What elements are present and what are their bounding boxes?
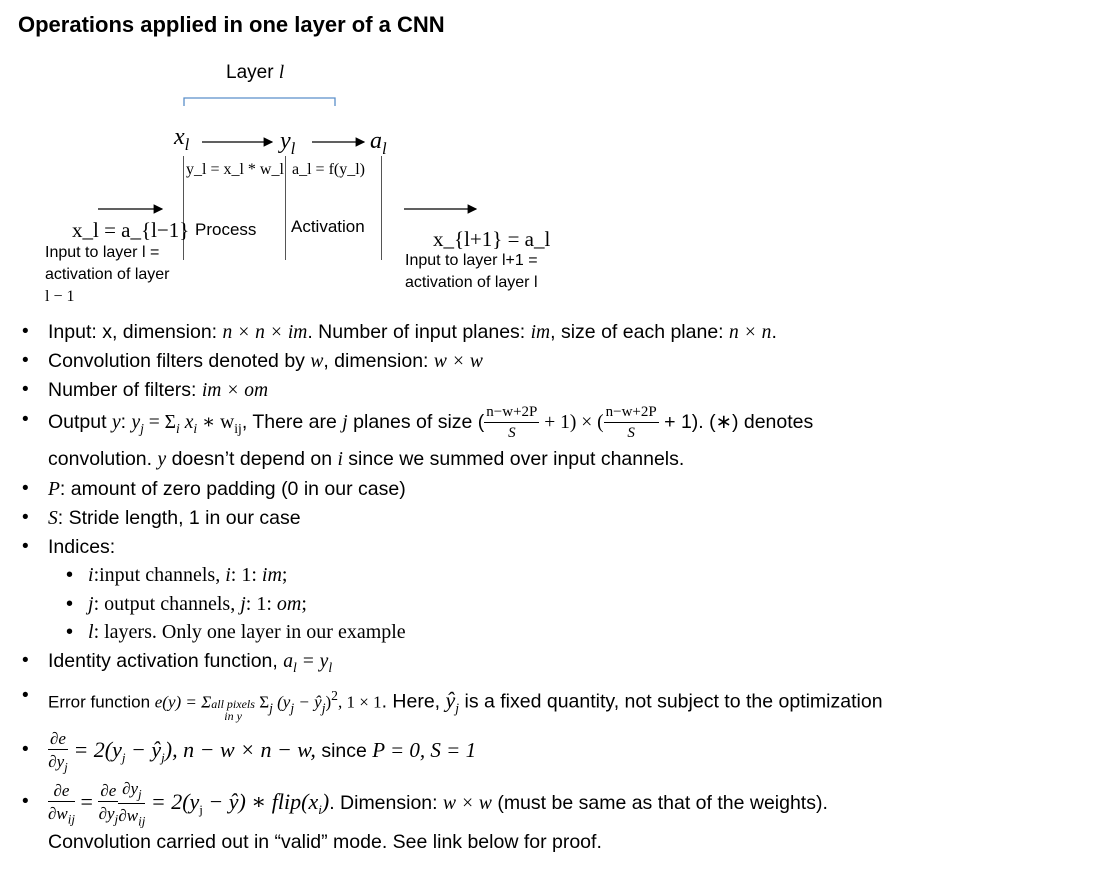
sum-subscript [211,698,255,722]
text: convolution. [48,448,158,471]
fraction [98,782,118,825]
bullet-indices [22,533,1112,647]
den-sub: j [114,811,119,827]
text: Input: x, dimension: [48,321,223,343]
fraction-denominator [48,750,68,773]
text: Identity activation function, [48,649,284,672]
math: − ŷ [125,736,162,762]
math: n × n [729,322,772,343]
text: + 1). (∗) denotes [658,411,814,434]
math: ), n − w × n − w, [164,736,322,762]
math: = 2(y [67,736,122,762]
den-sub: ij [67,811,75,827]
node-a-sub: l [382,138,387,158]
page-title: Operations applied in one layer of a CNN [18,12,445,37]
fraction [118,780,145,827]
math: = 2(y [145,788,200,814]
fraction-numerator [118,780,145,803]
text: : Stride length, 1 in our case [57,507,301,530]
math: j [240,592,246,615]
math: j [88,592,94,615]
math: ) [325,692,332,712]
math-sub: j [455,700,460,716]
text: : output channels, [93,592,241,615]
text: : amount of zero padding (0 in our case) [59,478,406,501]
bullet-input [22,318,1112,347]
text: since we summed over input channels. [342,448,685,471]
math: om [276,592,302,615]
input-equation: x_l = a_{l−1} [72,218,190,242]
math: = y [296,650,329,672]
math-sub: j [321,700,326,716]
output-desc-line2: activation of layer l [405,274,538,291]
math: y [131,412,141,434]
input-desc-line2: activation of layer [45,266,170,283]
math-sub: j [161,749,165,765]
den-var: ∂w [48,803,68,823]
text: , size of each plane: [550,321,730,343]
diagram-arrows [0,0,560,230]
math-sub: j [140,421,144,437]
math-sub: j [290,700,295,716]
separator-right [381,156,382,260]
separator-mid [285,156,286,260]
sum-sub-line1: all pixels [211,696,255,711]
math-sub: j [269,700,273,716]
fraction [48,730,68,773]
output-desc-line1: Input to layer l+1 = [405,252,538,269]
input-desc-line1: Input to layer l = [45,244,160,261]
node-x-var: x [174,124,185,150]
math: j [342,412,348,434]
math: − ŷ) ∗ flip(x [202,788,319,814]
fraction-numerator: • ∂e [50,728,66,748]
fraction-denominator [118,804,145,827]
math: y [111,412,121,434]
math-sup: 2 [331,688,338,704]
math: i [225,564,231,587]
math: im [261,564,282,587]
fraction-numerator: n−w+2P [484,405,539,423]
text: since [321,739,373,762]
math: w × w [442,792,492,814]
layer-label-var: l [278,62,285,83]
math: l [88,621,94,644]
bullet-derivative-w: • $\frac{\partial e}{\partial w_{ij}}$ = $\frac{\partial e}{\partial y_j}$ $\frac{\partial y_j}{\partial w_{ij}}$ = $2(y_j$ − ŷ) ∗ $flip(x_i)$. Dimension: w × w (must be same as that of the weights). [22,776,1112,828]
math-sub: j [121,749,126,765]
bullet-padding [22,475,1112,504]
fraction-numerator: n−w+2P [604,405,659,423]
text: . [771,321,777,343]
den-var: ∂y [48,751,65,771]
bullet-output [22,405,1112,475]
fraction [604,405,659,441]
math-sub: j [199,801,203,817]
math: ) [321,788,330,814]
num-var: ∂y [122,779,139,799]
separator-left [183,156,184,260]
fraction-denominator [98,802,118,825]
fraction-numerator: • ∂e [48,782,75,802]
node-x-sub: l [184,134,190,154]
sum-sub-line2: in y [224,708,242,723]
math: i [337,449,343,471]
math: w [310,351,324,372]
node-y-sub: l [290,138,296,158]
math: ŷ [445,687,456,713]
fraction [48,782,75,825]
activation-equation: a_l = f(y_l) [292,161,365,178]
text: : layers. Only one layer in our example [93,621,406,644]
bullet-list [22,318,1112,856]
fraction-numerator: ∂e [100,780,117,800]
math: y [157,449,167,471]
indices-list [48,561,1112,647]
den-var: ∂y [98,803,115,823]
index-i [62,561,1112,590]
math-sub: i [193,421,198,437]
math: S [48,508,58,530]
den-var: ∂w [118,805,139,825]
index-l [62,618,1112,647]
math: − ŷ [294,692,322,712]
den-sub: j [64,759,68,775]
bullet-derivative-y [22,724,1112,776]
math-sub: l [292,659,297,675]
text: . Dimension: [329,791,443,814]
text: Number of filters: [48,379,202,401]
math: im [530,322,551,343]
bullet-valid-mode [22,828,1112,856]
text: planes of size ( [347,411,485,434]
math: w × w [433,351,483,372]
text: ; [281,564,288,587]
text: . Here, [381,690,446,713]
input-description [45,242,170,308]
text: Error function [48,692,155,712]
bullet-error [22,681,1112,723]
math: e(y) = Σ [154,692,212,712]
layer-label-text: Layer [226,62,274,83]
text: : 1: [245,592,277,615]
fraction-denominator: S [627,425,635,441]
math: x [179,412,194,434]
bullet-num-filters [22,376,1112,405]
math: n × n × im [222,322,308,343]
math: i [88,564,94,587]
text: , dimension: [323,350,434,372]
bullet-filters [22,347,1112,376]
text: is a fixed quantity, not subject to the optimization [459,690,883,713]
num-sub: j [138,786,142,802]
output-equation: x_{l+1} = a_l [433,227,551,251]
text: . Number of input planes: [307,321,531,343]
math: Σ [254,692,270,712]
fraction-denominator [48,802,75,825]
index-j [62,590,1112,619]
den-sub: ij [138,813,146,829]
node-a-var: a [370,128,382,154]
fraction [484,405,539,441]
math: = Σ [143,412,177,434]
math: ∗ w [197,412,235,434]
math-sub: ij [234,421,242,437]
fraction-denominator: S [508,425,516,441]
math-sub: i [176,421,180,437]
text: Output [48,411,112,434]
output-description [405,250,538,294]
process-equation: y_l = x_l * w_l [186,161,284,178]
text: Indices: [48,536,116,559]
math: P = 0, S = 1 [372,737,477,762]
text: (must be same as that of the weights). [491,791,828,814]
text: :input channels, [93,564,226,587]
text: doesn’t depend on [166,448,338,471]
bullet-stride [22,504,1112,533]
text: ; [301,592,307,615]
math-sub: l [328,659,333,675]
text: + 1) × ( [539,412,604,434]
input-desc-line3: l − 1 [45,288,75,305]
math: a [283,650,293,672]
math: , 1 × 1 [337,692,382,712]
text: : 1: [230,564,262,587]
text: , There are [241,411,343,434]
activation-label: Activation [291,217,365,236]
text: Convolution carried out in “valid” mode. See link below for proof. [48,830,602,853]
math-sub: i [318,801,322,817]
math: (y [272,692,291,712]
text: Convolution filters denoted by [48,350,311,372]
math: im × om [201,380,269,401]
process-label: Process [195,220,257,239]
text: : [120,411,132,434]
node-y-var: y [280,128,291,154]
math: P [48,479,60,501]
bullet-activation [22,647,1112,682]
